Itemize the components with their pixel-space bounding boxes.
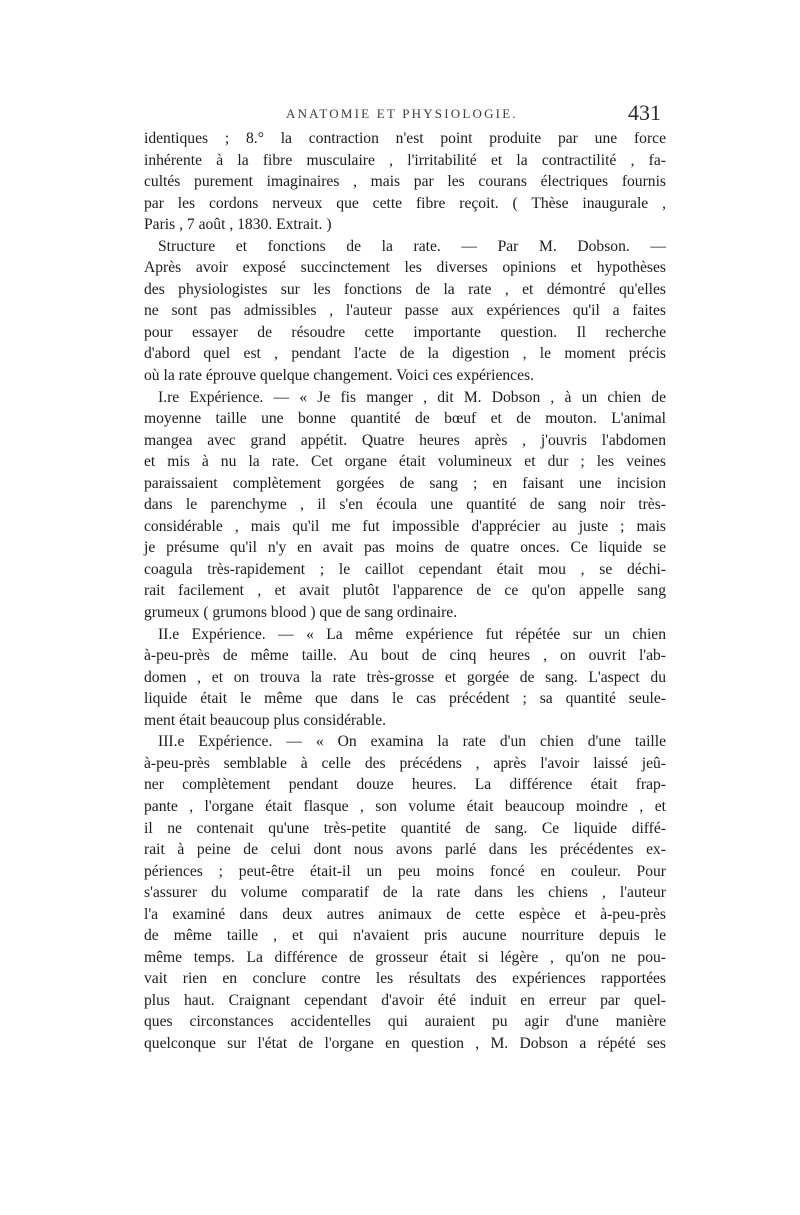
page-number: 431 (628, 100, 661, 125)
experience-heading-line: I.re Expérience. — « Je fis manger , dit M. Dobson , à un chien de (158, 388, 666, 406)
running-head (0, 100, 800, 128)
text-line: vait rien en conclure contre les résultats des expériences rapportées (144, 970, 666, 988)
text-line: où la rate éprouve quelque changement. Voici ces expériences. (144, 367, 534, 385)
text-line: à-peu-près de même taille. Au bout de cinq heures , on ouvrit l'ab- (144, 647, 666, 665)
text-line: à-peu-près semblable à celle des précédens , après l'avoir laissé jeû- (144, 754, 666, 772)
text-line: Paris , 7 août , 1830. Extrait. ) (144, 216, 332, 234)
text-line: d'abord quel est , pendant l'acte de la digestion , le moment précis (144, 345, 666, 363)
text-line: s'assurer du volume comparatif de la rate dans les chiens , l'auteur (144, 884, 666, 902)
text-line: l'a examiné dans deux autres animaux de cette espèce et à-peu-près (144, 905, 666, 923)
text-line: considérable , mais qu'il me fut impossible d'apprécier au juste ; mais (144, 517, 666, 535)
text-line: plus haut. Craignant cependant d'avoir été induit en erreur par quel- (144, 991, 666, 1009)
text-line: et mis à nu la rate. Cet organe était volumineux et dur ; les veines (144, 453, 666, 471)
text-line: rait à peine de celui dont nous avons parlé dans les précédentes ex- (144, 841, 666, 859)
text-line: cultés purement imaginaires , mais par les courans électriques fournis (144, 173, 666, 191)
text-line: pante , l'organe était flasque , son volume était beaucoup moindre , et (144, 797, 666, 815)
text-line: rait facilement , et avait plutôt l'apparence de ce qu'on appelle sang (144, 582, 666, 600)
experience-heading-line: II.e Expérience. — « La même expérience fut répétée sur un chien (158, 625, 666, 643)
text-line: pour essayer de résoudre cette importante question. Il recherche (144, 323, 666, 341)
text-line: inhérente à la fibre musculaire , l'irritabilité et la contractilité , fa- (144, 151, 666, 169)
text-line: mangea avec grand appétit. Quatre heures après , j'ouvris l'abdomen (144, 431, 666, 449)
running-title: ANATOMIE ET PHYSIOLOGIE. (286, 106, 518, 121)
text-line: il ne contenait qu'une très-petite quantité de sang. Ce liquide diffé- (144, 819, 666, 837)
text-line: moyenne taille une bonne quantité de bœuf et de mouton. L'animal (144, 410, 666, 428)
text-line: liquide était le même que dans le cas précédent ; sa quantité seule- (144, 690, 666, 708)
text-line: ques circonstances accidentelles qui auraient pu agir d'une manière (144, 1013, 666, 1031)
text-line: coagula très-rapidement ; le caillot cependant était mou , se déchi- (144, 560, 666, 578)
text-line: paraissaient complètement gorgées de sang ; en faisant une incision (144, 474, 666, 492)
text-line: identiques ; 8.° la contraction n'est point produite par une force (144, 130, 666, 147)
text-line: je présume qu'il n'y en avait pas moins de quatre onces. Ce liquide se (144, 539, 666, 557)
experience-heading-line: III.e Expérience. — « On examina la rate d'un chien d'une taille (158, 733, 666, 751)
text-line: dans le parenchyme , il s'en écoula une quantité de sang noir très- (144, 496, 666, 514)
text-line: de même taille , et qui n'avaient pris aucune nourriture depuis le (144, 927, 666, 945)
text-line: par les cordons nerveux que cette fibre reçoit. ( Thèse inaugurale , (144, 194, 666, 212)
text-line: même temps. La différence de grosseur était si légère , qu'on ne pou- (144, 948, 666, 966)
text-line: ment était beaucoup plus considérable. (144, 711, 387, 729)
text-line: périences ; peut-être était-il un peu moins foncé en couleur. Pour (144, 862, 666, 880)
text-line: Après avoir exposé succinctement les diverses opinions et hypothèses (144, 259, 666, 277)
section-heading-line: Structure et fonctions de la rate. — Par M. Dobson. — (158, 237, 666, 255)
text-line: quelconque sur l'état de l'organe en question , M. Dobson a répété ses (144, 1034, 666, 1052)
text-line: ner complètement pendant douze heures. La différence était frap- (144, 776, 666, 794)
text-line: des physiologistes sur les fonctions de la rate , et démontré qu'elles (144, 280, 666, 298)
text-line: domen , et on trouva la rate très-grosse et gorgée de sang. L'aspect du (144, 668, 666, 686)
text-line: ne sont pas admissibles , l'auteur passe aux expériences qu'il a faites (144, 302, 666, 320)
text-line: grumeux ( grumons blood ) que de sang ordinaire. (144, 604, 458, 622)
body-text (144, 128, 666, 1055)
